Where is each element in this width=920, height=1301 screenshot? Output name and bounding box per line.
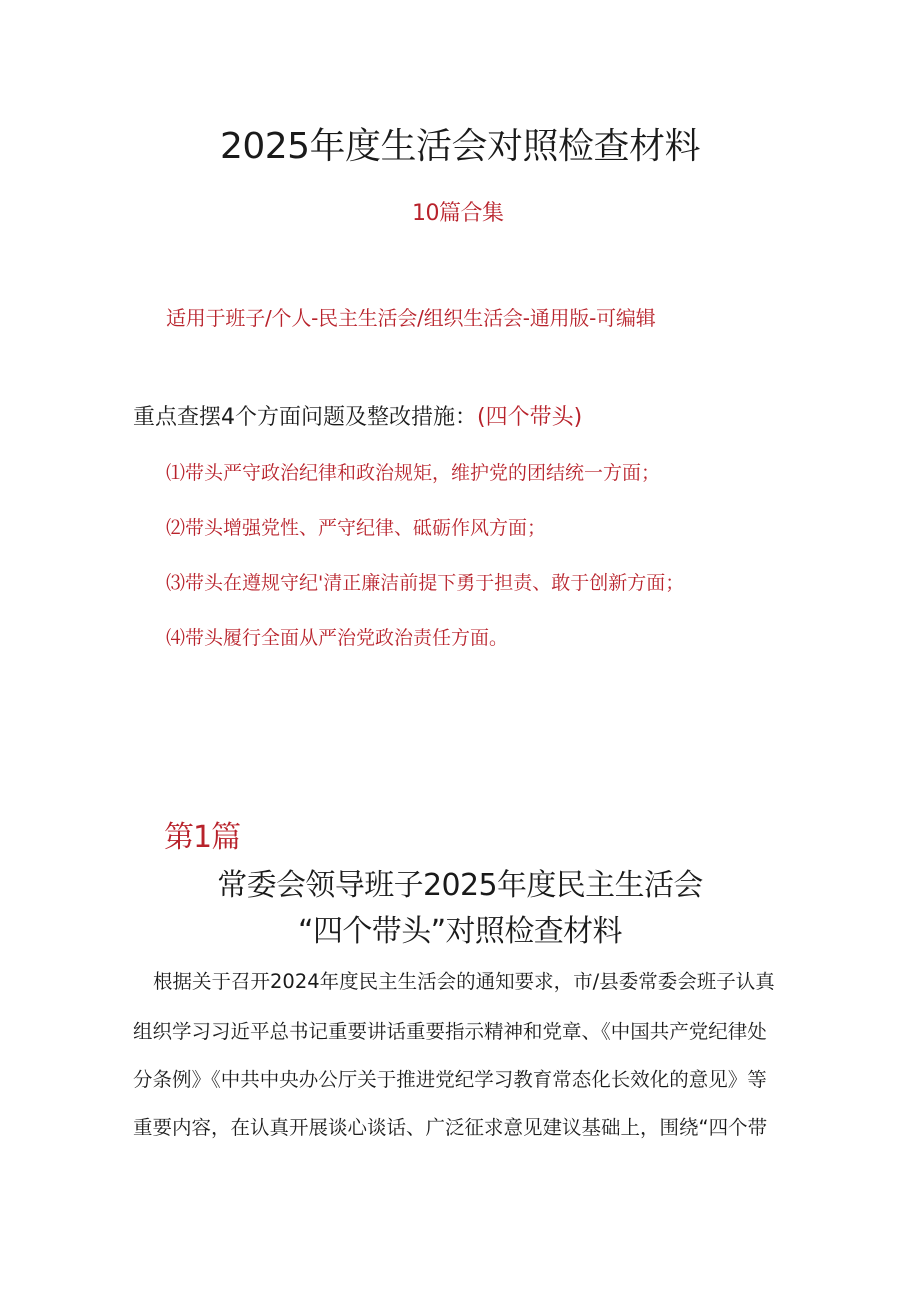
article-label: 第1篇 xyxy=(164,820,241,855)
focus-heading-tag: (四个带头) xyxy=(477,405,583,430)
focus-item-3: ⑶带头在遵规守纪'清正廉洁前提下勇于担责、敢于创新方面； xyxy=(166,572,685,594)
focus-heading-text: 重点查摆4个方面问题及整改措施： xyxy=(133,405,477,430)
article-body-line: 分条例》《中共中央办公厅关于推进党纪学习教育常态化长效化的意见》等 xyxy=(133,1068,767,1091)
focus-item-1: ⑴带头严守政治纪律和政治规矩，维护党的团结统一方面； xyxy=(166,462,661,484)
focus-heading xyxy=(133,400,582,431)
document-title: 2025年度生活会对照检查材料 xyxy=(219,126,701,167)
document-subtitle: 10篇合集 xyxy=(412,201,504,226)
focus-item-4: ⑷带头履行全面从严治党政治责任方面。 xyxy=(166,627,509,649)
scope-line: 适用于班子/个人-民主生活会/组织生活会-通用版-可编辑 xyxy=(166,306,656,330)
focus-item-2: ⑵带头增强党性、严守纪律、砥砺作风方面； xyxy=(166,517,547,539)
article-title-line-1: 常委会领导班子2025年度民主生活会 xyxy=(217,868,703,903)
article-body-line: 组织学习习近平总书记重要讲话重要指示精神和党章、《中国共产党纪律处 xyxy=(133,1020,767,1043)
article-title-line-2: “四个带头”对照检查材料 xyxy=(298,914,622,949)
article-body-line: 重要内容，在认真开展谈心谈话、广泛征求意见建议基础上，围绕“四个带 xyxy=(133,1116,768,1139)
article-body-line: 根据关于召开2024年度民主生活会的通知要求，市/县委常委会班子认真 xyxy=(153,970,775,993)
